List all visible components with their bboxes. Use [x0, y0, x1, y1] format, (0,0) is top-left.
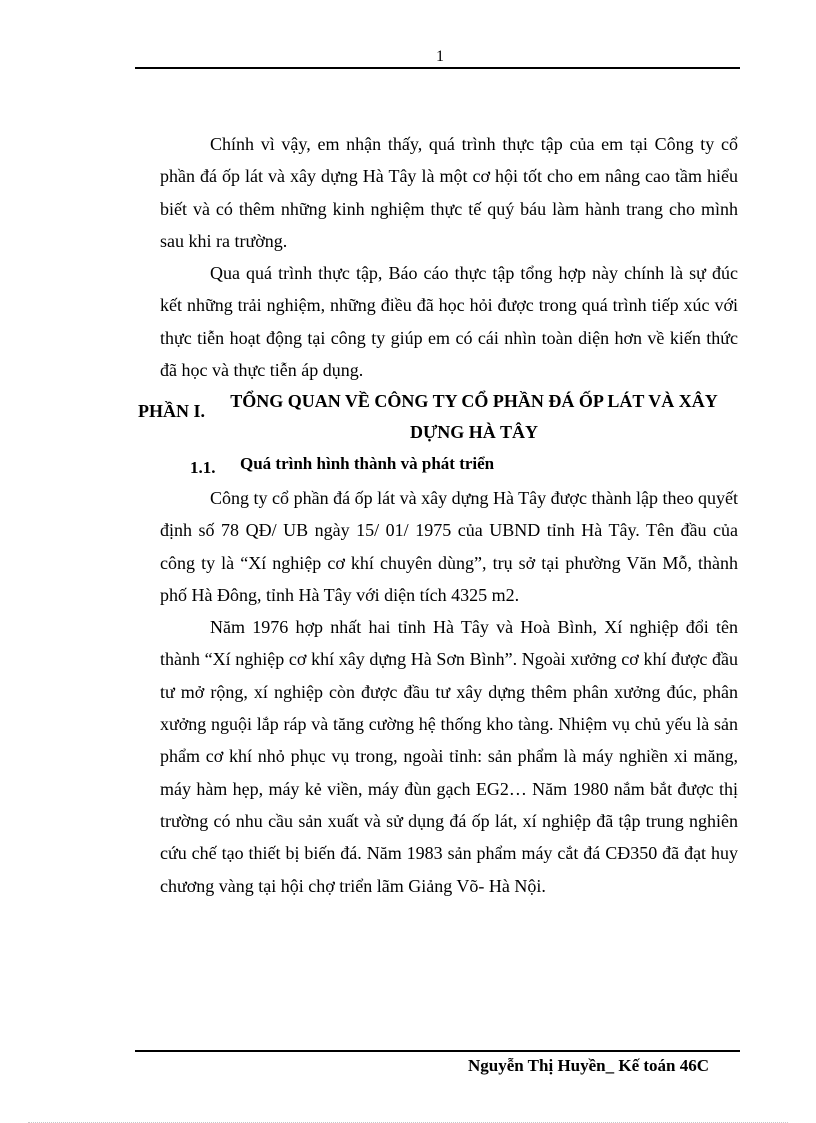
section-text — [160, 482, 738, 902]
part-title: TỔNG QUAN VỀ CÔNG TY CỔ PHẦN ĐÁ ỐP LÁT VÀ XÂY DỰNG HÀ TÂY — [230, 391, 718, 442]
paragraph: Qua quá trình thực tập, Báo cáo thực tập tổng hợp này chính là sự đúc kết những trải nghiệm, những điều đã học hỏi được trong quá trình tiếp xúc với thực tiễn hoạt động tại công ty giúp em có cái nhìn toàn diện hơn về kiến thức đã học và thực tiễn áp dụng. — [160, 263, 738, 381]
paragraph: Năm 1976 hợp nhất hai tỉnh Hà Tây và Hoà Bình, Xí nghiệp đổi tên thành “Xí nghiệp cơ khí xây dựng Hà Sơn Bình”. Ngoài xưởng cơ khí được đầu tư mở rộng, xí nghiệp còn được đầu tư xây dựng thêm phân xưởng đúc, phân xưởng nguội lắp ráp và tăng cường hệ thống kho tàng. Nhiệm vụ chủ yếu là sản phẩm cơ khí nhỏ phục vụ trong, ngoài tỉnh: sản phẩm là máy nghiền xi măng, máy hàm hẹp, máy kẻ viền, máy đùn gạch EG2… Năm 1980 nắm bắt được thị trường có nhu cầu sản xuất và sử dụng đá ốp lát, xí nghiệp đã tập trung nghiên cứu chế tạo thiết bị biến đá. Năm 1983 sản phẩm máy cắt đá CĐ350 đã đạt huy chương vàng tại hội chợ triển lãm Giảng Võ- Hà Nội. — [160, 617, 738, 896]
section-heading — [190, 454, 495, 477]
paragraph: Chính vì vậy, em nhận thấy, quá trình thực tập của em tại Công ty cổ phần đá ốp lát và xây dựng Hà Tây là một cơ hội tốt cho em nâng cao tầm hiểu biết và có thêm những kinh nghiệm thực tế quý báu làm hành trang cho mình sau khi ra trường. — [160, 134, 738, 251]
section-number: 1.1. — [190, 458, 216, 477]
header-rule — [135, 67, 740, 69]
footer-rule — [135, 1050, 740, 1052]
intro-text — [160, 128, 738, 386]
footer-author: Nguyễn Thị Huyền_ Kế toán 46C — [468, 1056, 710, 1075]
page-number: 1 — [436, 48, 444, 65]
part-number: PHẦN I. — [138, 401, 205, 421]
paragraph: Công ty cổ phần đá ốp lát và xây dựng Hà Tây được thành lập theo quyết định số 78 QĐ/ UB ngày 15/ 01/ 1975 của UBND tỉnh Hà Tây. Tên đầu của công ty là “Xí nghiệp cơ khí chuyên dùng”, trụ sở tại phường Văn Mỗ, thành phố Hà Đông, tỉnh Hà Tây với diện tích 4325 m2. — [160, 488, 738, 605]
part-heading — [138, 386, 738, 448]
section-title: Quá trình hình thành và phát triển — [240, 454, 495, 473]
